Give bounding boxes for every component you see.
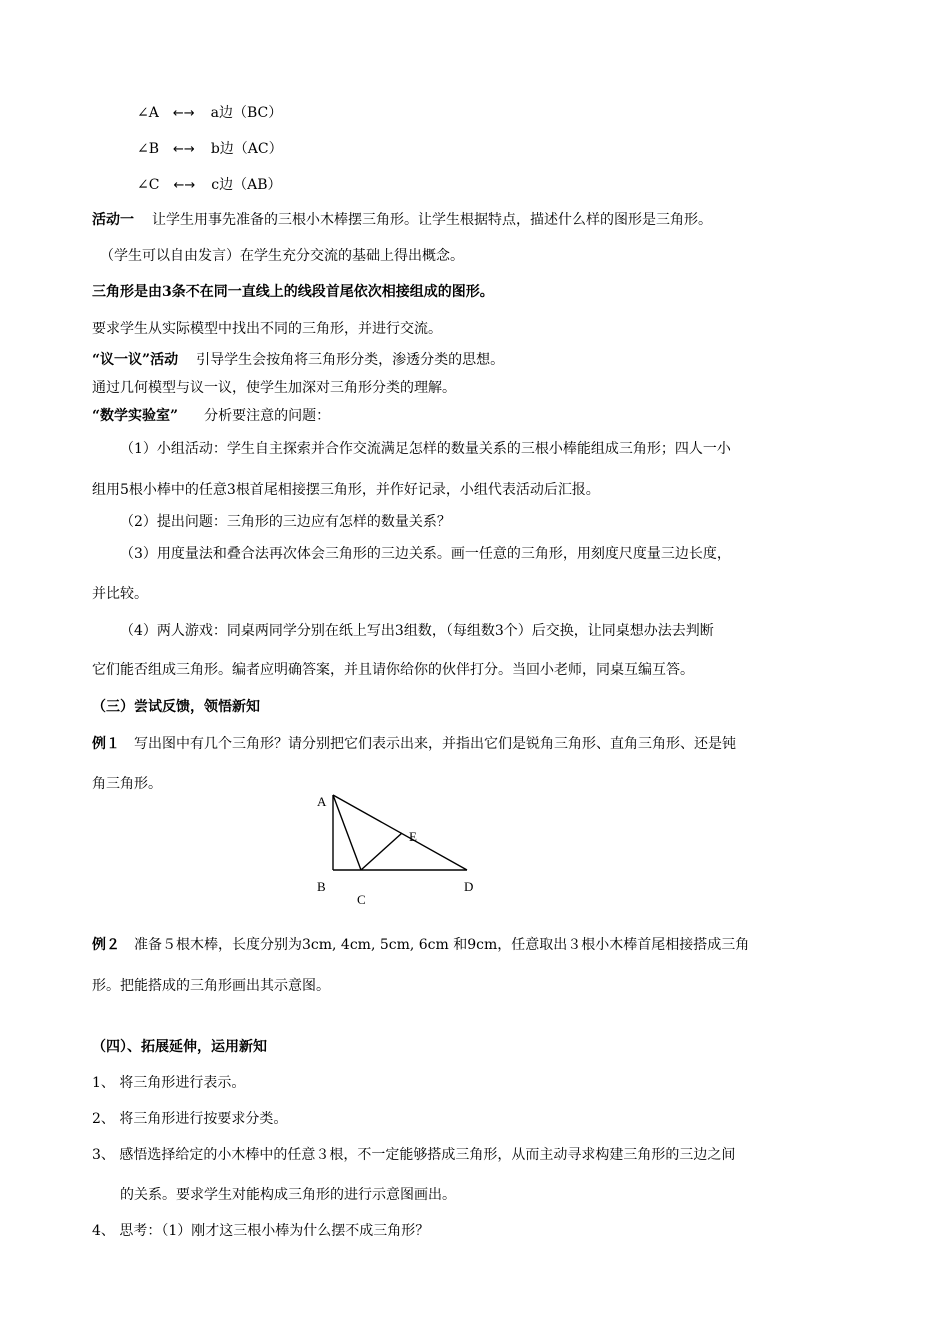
point-label-d: D [464, 879, 474, 894]
example2-line2: 形。把能搭成的三角形画出其示意图。 [92, 978, 330, 994]
lab-item3-a: （3）用度量法和叠合法再次体会三角形的三边关系。画一任意的三角形，用刻度尺度量三边长度， [120, 546, 731, 562]
example1-label: 例１ [92, 736, 120, 752]
lab-item1-b: 组用5根小棒中的任意3根首尾相接摆三角形，并作好记录，小组代表活动后汇报。 [92, 482, 600, 498]
list-item-3-b: 的关系。要求学生对能构成三角形的进行示意图画出。 [120, 1187, 456, 1203]
section4-title: （四）、拓展延伸，运用新知 [92, 1039, 267, 1055]
lab-item4-a: （4）两人游戏：同桌两同学分别在纸上写出3组数，（每组数3个）后交换，让同桌想办法去判断 [120, 623, 714, 639]
example1-line2: 角三角形。 [92, 776, 162, 792]
lab-item4-b: 它们能否组成三角形。编者应明确答案，并且请你给你的伙伴打分。当回小老师，同桌互编互答。 [92, 662, 694, 678]
example2-text: 准备５根木棒，长度分别为3cm, 4cm, 5cm, 6cm 和9cm，任意取出３根小木棒首尾相接搭成三角 [134, 937, 750, 953]
example2-paragraph [92, 936, 749, 954]
discuss-paragraph [92, 351, 504, 369]
double-arrow-icon: ←→ [173, 142, 195, 157]
lab-paragraph [92, 407, 330, 425]
angle-a: ∠A [137, 105, 159, 121]
lab-label: “数学实验室” [92, 408, 179, 424]
side-a: a边（BC） [210, 105, 283, 121]
segment-ad [333, 795, 467, 870]
section3-title: （三）尝试反馈，领悟新知 [92, 699, 260, 715]
lab-item3-b: 并比较。 [92, 586, 148, 602]
activity1-paragraph [92, 211, 712, 229]
requirement-text: 要求学生从实际模型中找出不同的三角形，并进行交流。 [92, 321, 442, 337]
lab-item2: （2）提出问题：三角形的三边应有怎样的数量关系？ [120, 514, 451, 530]
lab-item1-a: （1）小组活动：学生自主探索并合作交流满足怎样的数量关系的三根小棒能组成三角形；四人一小 [120, 441, 731, 457]
example2-label: 例２ [92, 937, 120, 953]
discuss-label: “议一议”活动 [92, 352, 179, 368]
activity1-line2: （学生可以自由发言）在学生充分交流的基础上得出概念。 [100, 248, 464, 264]
double-arrow-icon: ←→ [172, 106, 195, 121]
list-item-2: 2、 将三角形进行按要求分类。 [92, 1111, 288, 1127]
triangle-figure [300, 785, 500, 915]
point-label-a: A [317, 794, 327, 809]
side-c: c边（AB） [211, 177, 282, 193]
discuss-line2: 通过几何模型与议一议，使学生加深对三角形分类的理解。 [92, 380, 456, 396]
example1-text: 写出图中有几个三角形？请分别把它们表示出来，并指出它们是锐角三角形、直角三角形、还是钝 [134, 736, 736, 752]
correspondence-row-a [137, 104, 282, 123]
side-b: b边（AC） [210, 141, 283, 157]
double-arrow-icon: ←→ [173, 178, 196, 193]
triangle-definition: 三角形是由3条不在同一直线上的线段首尾依次相接组成的图形。 [92, 284, 494, 300]
segment-ac [333, 795, 361, 870]
correspondence-row-c [137, 176, 282, 195]
angle-c: ∠C [137, 177, 160, 193]
list-item-4: 4、 思考：（1）刚才这三根小棒为什么摆不成三角形？ [92, 1223, 430, 1239]
correspondence-row-b [137, 140, 283, 159]
lab-text: 分析要注意的问题： [204, 408, 331, 424]
list-item-1: 1、 将三角形进行表示。 [92, 1075, 246, 1091]
list-item-3-a: 3、 感悟选择给定的小木棒中的任意３根，不一定能够搭成三角形，从而主动寻求构建三角形的三边之间 [92, 1147, 736, 1163]
segment-ce [361, 833, 402, 870]
example1-paragraph [92, 735, 736, 753]
point-label-c: C [357, 892, 366, 907]
point-label-b: B [317, 879, 326, 894]
activity1-text: 让学生用事先准备的三根小木棒摆三角形。让学生根据特点，描述什么样的图形是三角形。 [152, 212, 712, 228]
activity1-label: 活动一 [92, 212, 134, 228]
discuss-text: 引导学生会按角将三角形分类，渗透分类的思想。 [196, 352, 505, 368]
point-label-e: E [409, 829, 417, 844]
angle-b: ∠B [137, 141, 160, 157]
